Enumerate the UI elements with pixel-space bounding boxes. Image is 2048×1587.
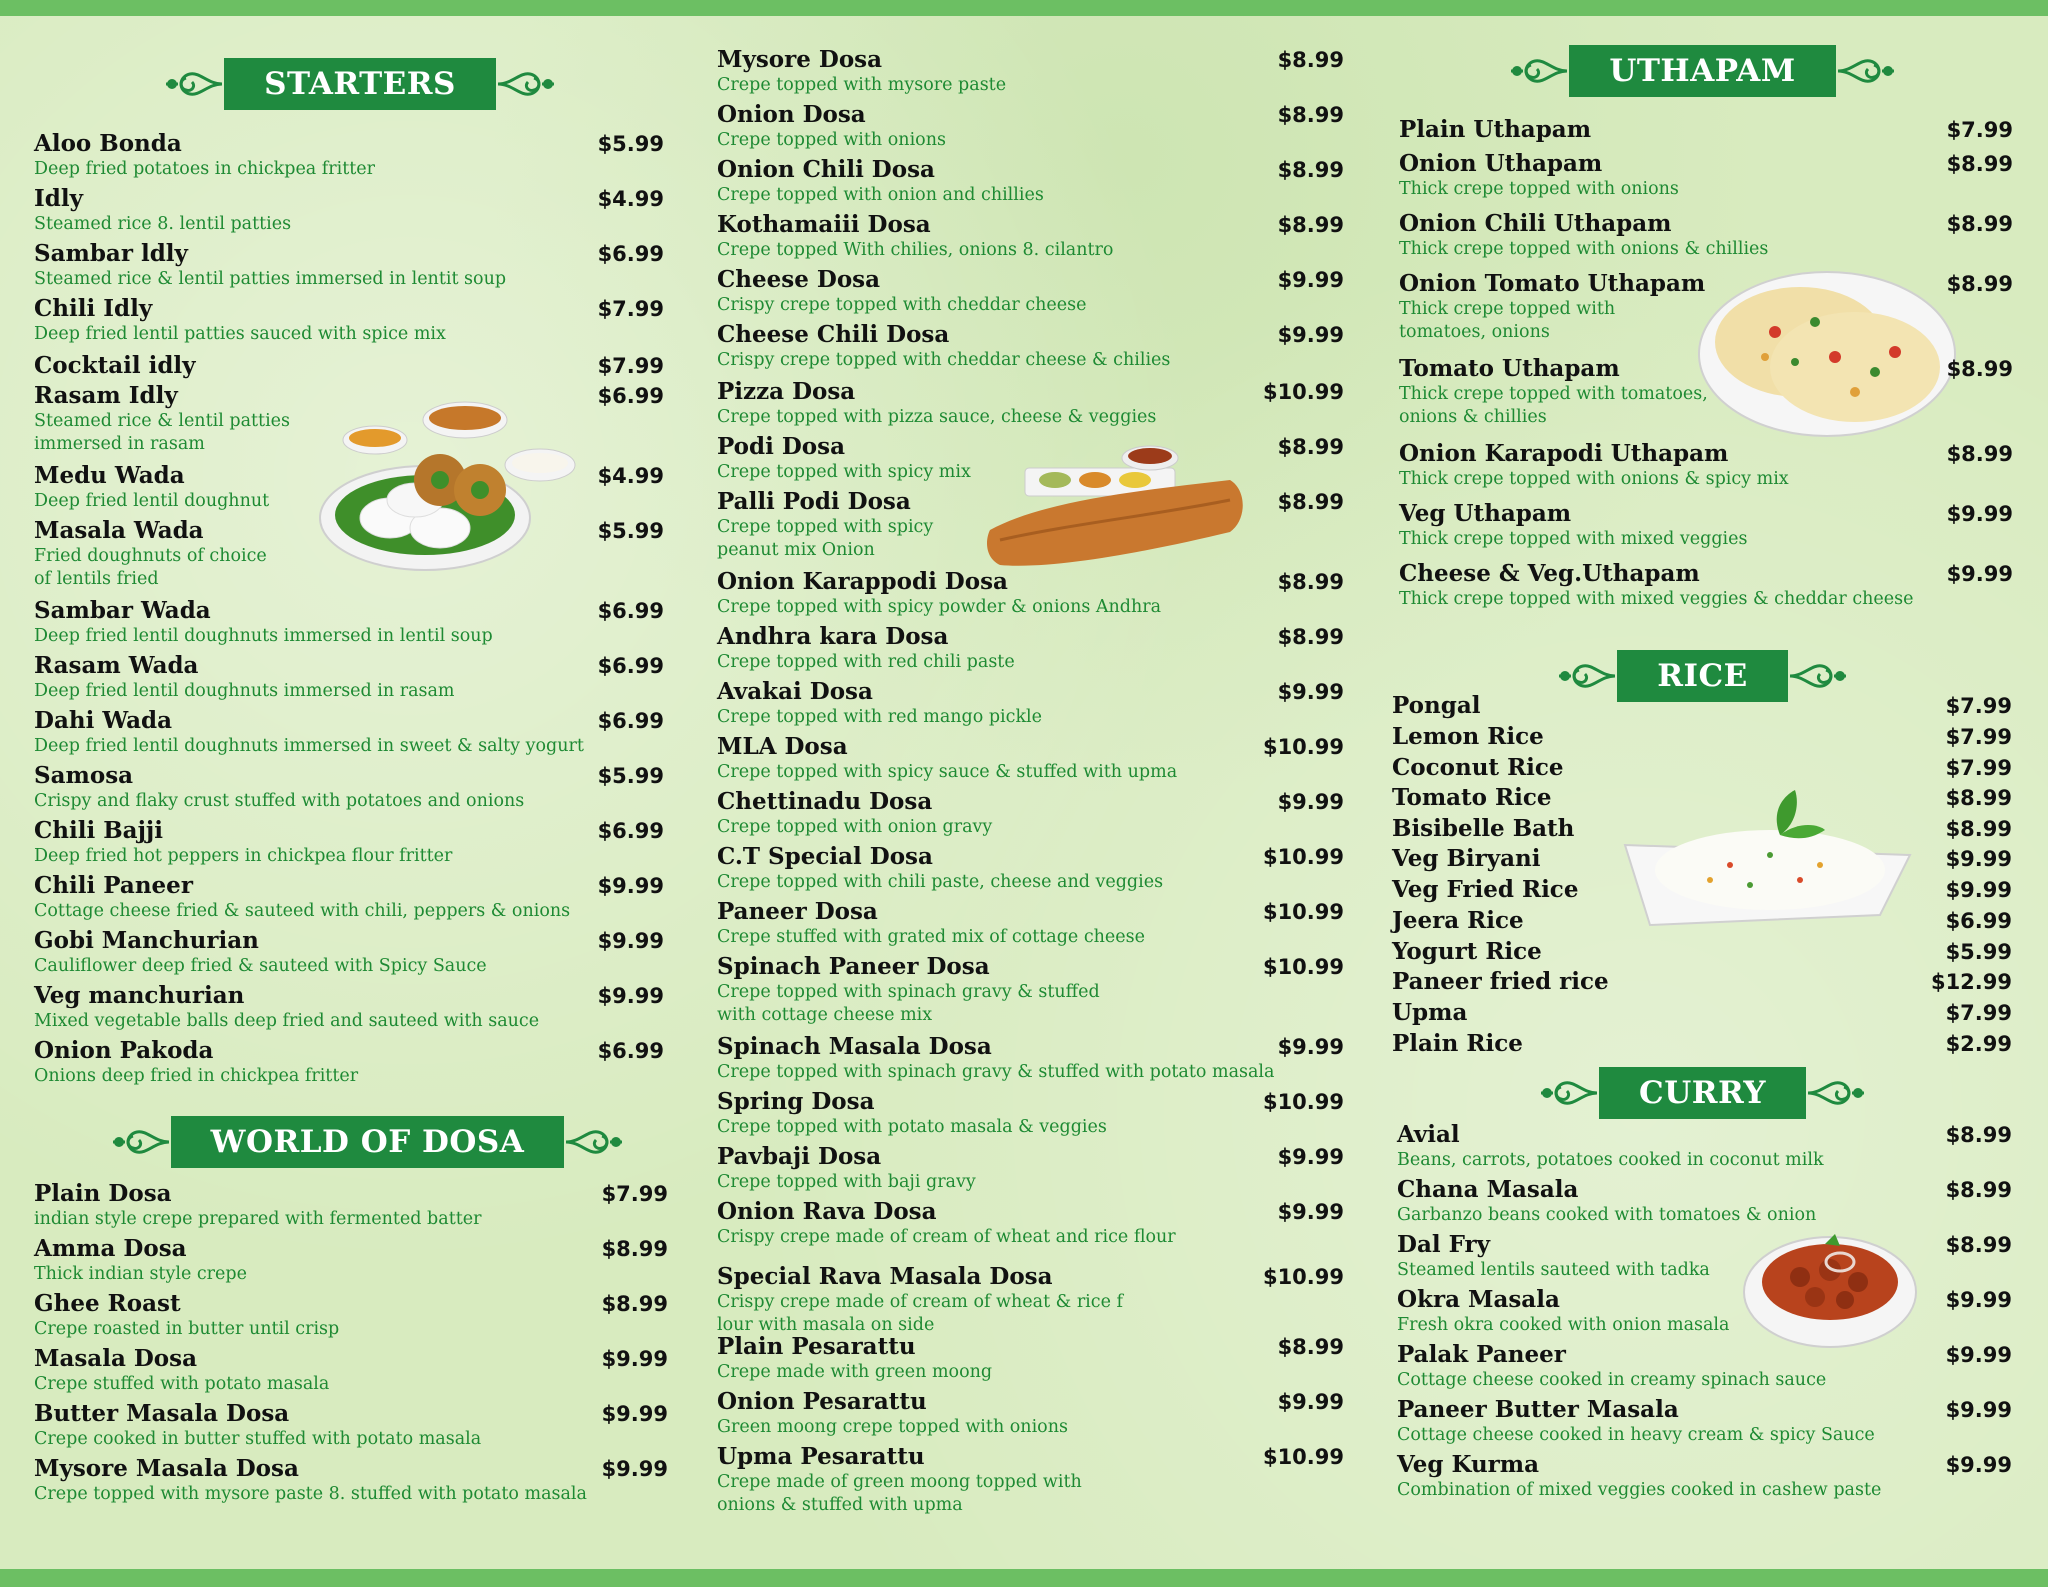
menu-item-price: $6.99 [597,1039,664,1063]
menu-item [34,1400,668,1460]
menu-item-description: Crispy crepe topped with cheddar cheese & chilies [717,350,1171,370]
dosa-header [165,1114,570,1170]
bottom-border [0,1569,2048,1587]
menu-item-name: MLA Dosa [717,733,848,760]
menu-item [34,817,664,877]
menu-item-price: $10.99 [1262,1090,1344,1114]
menu-item-price: $9.99 [597,929,664,953]
menu-item-price: $5.99 [597,132,664,156]
section-title: WORLD OF DOSA [171,1116,565,1168]
menu-item-price: $8.99 [1277,48,1344,72]
menu-item-description: Crispy crepe made of cream of wheat and rice flour [717,1227,1176,1247]
menu-item-price: $6.99 [597,709,664,733]
menu-item [717,488,1344,560]
menu-item [1399,150,2013,210]
section-title: UTHAPAM [1569,45,1835,97]
menu-item [1392,1030,2012,1090]
menu-item-price: $4.99 [597,187,664,211]
menu-item-price: $6.99 [1945,909,2012,933]
menu-item-price: $9.99 [1277,790,1344,814]
menu-item-price: $9.99 [1277,1035,1344,1059]
section-title: CURRY [1599,1067,1806,1119]
menu-item-name: Amma Dosa [34,1235,187,1262]
menu-item-price: $12.99 [1930,970,2012,994]
flourish-left-icon [164,62,224,106]
menu-item-name: Veg Uthapam [1399,500,1572,527]
menu-item-name: Onion Uthapam [1399,150,1603,177]
menu-item-price: $9.99 [1946,562,2013,586]
menu-item-price: $8.99 [1277,1335,1344,1359]
menu-item [717,568,1344,628]
menu-item-description: Steamed lentils sauteed with tadka [1397,1260,1710,1280]
menu-item [34,185,664,245]
menu-item-price: $8.99 [1945,786,2012,810]
menu-item-price: $5.99 [1945,940,2012,964]
menu-item-price: $10.99 [1262,900,1344,924]
menu-item-description: Steamed rice 8. lentil patties [34,214,292,234]
menu-item-name: Onion Karapodi Uthapam [1399,440,1729,467]
menu-item-name: Cheese Chili Dosa [717,321,950,348]
menu-item-name: Tomato Rice [1392,784,1552,811]
flourish-left-icon [111,1120,171,1164]
menu-item-description: Thick crepe topped with mixed veggies & cheddar cheese [1399,589,1914,609]
flourish-right-icon [496,62,556,106]
menu-item-name: Avial [1397,1121,1460,1148]
menu-item-price: $8.99 [601,1237,668,1261]
menu-item [717,1088,1344,1148]
menu-item-price: $6.99 [597,242,664,266]
menu-item [34,382,664,454]
menu-item-description: Crepe topped with baji gravy [717,1172,976,1192]
menu-item-description: Mixed vegetable balls deep fried and sauteed with sauce [34,1011,540,1031]
menu-item-price: $9.99 [1277,1145,1344,1169]
menu-item [1397,1286,2012,1346]
menu-item-name: Pongal [1392,692,1481,719]
menu-item-name: Chili Paneer [34,872,193,899]
menu-item [717,1443,1344,1515]
menu-item-price: $8.99 [1277,435,1344,459]
menu-item-description: Crepe roasted in butter until crisp [34,1319,340,1339]
menu-item-price: $8.99 [1277,103,1344,127]
menu-item [34,1345,668,1405]
menu-item-description: Thick crepe topped with onions [1399,179,1679,199]
menu-item-description: Thick crepe topped with tomatoes, onions & chillies [1399,384,1708,427]
menu-item-price: $6.99 [597,384,664,408]
menu-item-price: $9.99 [1945,1288,2012,1312]
menu-item-name: Dal Fry [1397,1231,1490,1258]
menu-item [717,788,1344,848]
menu-item-name: Bisibelle Bath [1392,815,1575,842]
menu-item-price: $8.99 [1945,817,2012,841]
menu-item-description: Thick crepe topped with mixed veggies [1399,529,1748,549]
menu-item-name: Paneer Butter Masala [1397,1396,1679,1423]
menu-item [717,623,1344,683]
menu-item-price: $9.99 [597,874,664,898]
menu-item-description: Crepe stuffed with potato masala [34,1374,330,1394]
menu-item-description: Thick indian style crepe [34,1264,247,1284]
menu-item-price: $9.99 [1277,680,1344,704]
menu-item-description: Crepe topped with onion and chillies [717,185,1044,205]
menu-item [717,1033,1344,1093]
menu-item-description: Crepe topped with spicy mix [717,462,971,482]
menu-item-description: Thick crepe topped with onions & chillies [1399,239,1769,259]
menu-item-name: Cocktail idly [34,352,196,379]
menu-item-name: Dahi Wada [34,707,173,734]
menu-item-price: $9.99 [601,1402,668,1426]
menu-item-description: Fresh okra cooked with onion masala [1397,1315,1730,1335]
menu-item-price: $7.99 [597,354,664,378]
menu-item-description: Crepe topped with chili paste, cheese and veggies [717,872,1164,892]
menu-item-name: Mysore Dosa [717,46,883,73]
menu-item-price: $8.99 [1277,625,1344,649]
menu-item-price: $9.99 [1945,847,2012,871]
menu-item-price: $8.99 [1946,357,2013,381]
menu-item [34,707,664,767]
menu-item-price: $2.99 [1945,1032,2012,1056]
menu-item-name: Paneer fried rice [1392,968,1609,995]
menu-item-description: Crepe topped with spinach gravy & stuffed with cottage cheese mix [717,982,1100,1025]
menu-item [717,1143,1344,1203]
menu-item [717,1388,1344,1448]
menu-item [34,982,664,1042]
menu-item-name: Jeera Rice [1392,907,1524,934]
menu-item [34,872,664,932]
section-title: RICE [1617,650,1788,702]
menu-item-name: Masala Dosa [34,1345,197,1372]
menu-item-name: Lemon Rice [1392,723,1544,750]
menu-item [717,678,1344,738]
flourish-left-icon [1509,49,1569,93]
menu-item-price: $7.99 [1946,118,2013,142]
menu-item [34,130,664,190]
menu-item-price: $9.99 [1277,1200,1344,1224]
menu-item [34,517,664,589]
menu-item-price: $6.99 [597,654,664,678]
menu-item-name: Pavbaji Dosa [717,1143,882,1170]
menu-item-description: Deep fried lentil doughnut [34,491,270,511]
menu-item-description: Crepe topped with mysore paste [717,75,1007,95]
menu-item-description: Crepe topped with mysore paste 8. stuffed with potato masala [34,1484,587,1504]
menu-item-price: $9.99 [1945,1398,2012,1422]
menu-item-price: $9.99 [1277,268,1344,292]
menu-item-name: Rasam Wada [34,652,199,679]
menu-item-name: Veg Biryani [1392,845,1541,872]
menu-item [717,898,1344,958]
menu-item-price: $4.99 [597,464,664,488]
menu-item-price: $7.99 [597,297,664,321]
menu-item-name: Coconut Rice [1392,754,1564,781]
menu-item-price: $6.99 [597,599,664,623]
menu-item-price: $8.99 [1277,570,1344,594]
menu-item-description: Thick crepe topped with tomatoes, onions [1399,299,1616,342]
menu-item-name: Aloo Bonda [34,130,182,157]
menu-item-price: $9.99 [601,1457,668,1481]
menu-item-price: $9.99 [1277,1390,1344,1414]
menu-item [1397,1396,2012,1456]
menu-item-name: Yogurt Rice [1392,938,1542,965]
menu-item-price: $9.99 [1946,502,2013,526]
menu-item-name: Andhra kara Dosa [717,623,949,650]
menu-item-description: Crepe topped with spicy powder & onions Andhra [717,597,1162,617]
menu-item-name: Plain Rice [1392,1030,1523,1057]
menu-item-description: Onions deep fried in chickpea fritter [34,1066,359,1086]
menu-item-name: Onion Tomato Uthapam [1399,270,1706,297]
menu-item-description: Deep fried lentil doughnuts immersed in lentil soup [34,626,493,646]
menu-item-name: Cheese Dosa [717,266,881,293]
starters-header [180,56,540,112]
menu-item [34,762,664,822]
menu-item-name: Samosa [34,762,134,789]
menu-item-price: $10.99 [1262,1265,1344,1289]
menu-item [34,295,664,355]
menu-item [717,101,1344,161]
menu-item-name: Onion Dosa [717,101,866,128]
menu-item-price: $6.99 [597,819,664,843]
menu-item [717,1263,1344,1335]
menu-item-description: Deep fried hot peppers in chickpea flour fritter [34,846,453,866]
menu-item-name: Kothamaiii Dosa [717,211,931,238]
menu-item [1399,560,2013,620]
menu-item-name: Cheese & Veg.Uthapam [1399,560,1700,587]
menu-item-price: $9.99 [1945,1343,2012,1367]
menu-item-name: Gobi Manchurian [34,927,259,954]
menu-item-description: Garbanzo beans cooked with tomatoes & onion [1397,1205,1817,1225]
menu-item [717,266,1344,326]
menu-item-name: Medu Wada [34,462,185,489]
menu-item-name: Chili Bajji [34,817,163,844]
menu-item-description: Crepe cooked in butter stuffed with potato masala [34,1429,482,1449]
menu-item-price: $10.99 [1262,955,1344,979]
menu-item-description: Deep fried lentil doughnuts immersed in sweet & salty yogurt [34,736,584,756]
section-title: STARTERS [224,58,496,110]
menu-item [1399,500,2013,560]
menu-item-name: Spinach Masala Dosa [717,1033,992,1060]
menu-item-name: Veg Fried Rice [1392,876,1579,903]
menu-item [34,1180,668,1240]
menu-item-price: $10.99 [1262,380,1344,404]
menu-item-price: $8.99 [1945,1233,2012,1257]
menu-item-name: Veg manchurian [34,982,245,1009]
menu-item-description: Steamed rice & lentil patties immersed in rasam [34,411,290,454]
menu-item [717,321,1344,381]
menu-item-price: $10.99 [1262,1445,1344,1469]
menu-item [1397,1451,2012,1511]
menu-item-name: Podi Dosa [717,433,845,460]
menu-item-description: Crepe topped with red chili paste [717,652,1015,672]
menu-item [717,733,1344,793]
top-border [0,0,2048,16]
menu-item-description: indian style crepe prepared with fermented batter [34,1209,482,1229]
menu-item-description: Crepe topped with spicy peanut mix Onion [717,517,934,560]
menu-item-description: Green moong crepe topped with onions [717,1417,1068,1437]
menu-item [717,433,1344,493]
menu-item-name: Okra Masala [1397,1286,1560,1313]
menu-item-name: Onion Pakoda [34,1037,214,1064]
menu-item-price: $10.99 [1262,735,1344,759]
menu-item-description: Crepe made with green moong [717,1362,993,1382]
menu-item-description: Combination of mixed veggies cooked in cashew paste [1397,1480,1882,1500]
menu-item-description: Crispy and flaky crust stuffed with potatoes and onions [34,791,525,811]
menu-item [717,1333,1344,1393]
menu-item-price: $7.99 [601,1182,668,1206]
menu-item-description: Crispy crepe made of cream of wheat & rice f lour with masala on side [717,1292,1123,1335]
menu-item [717,46,1344,106]
menu-item-name: Plain Uthapam [1399,116,1592,143]
menu-item-name: Masala Wada [34,517,204,544]
menu-item [717,953,1344,1025]
menu-item-name: Tomato Uthapam [1399,355,1620,382]
menu-item-price: $8.99 [1277,490,1344,514]
menu-item-price: $8.99 [1945,1178,2012,1202]
menu-item-price: $7.99 [1945,1001,2012,1025]
menu-item-description: Fried doughnuts of choice of lentils fried [34,546,267,589]
menu-item-name: Idly [34,185,83,212]
menu-item [717,1198,1344,1258]
menu-item [1397,1121,2012,1181]
menu-item [34,1290,668,1350]
menu-item [34,1037,664,1097]
menu-item-price: $9.99 [597,984,664,1008]
menu-item-description: Thick crepe topped with onions & spicy mix [1399,469,1789,489]
menu-item-name: Onion Karappodi Dosa [717,568,1008,595]
menu-item [34,927,664,987]
flourish-right-icon [1836,49,1896,93]
menu-item [1399,270,2013,342]
menu-item-price: $5.99 [597,519,664,543]
flourish-right-icon [564,1120,624,1164]
menu-item [34,240,664,300]
menu-item-description: Cottage cheese cooked in creamy spinach sauce [1397,1370,1827,1390]
menu-item-description: Crepe topped with red mango pickle [717,707,1043,727]
menu-item-name: Chili Idly [34,295,153,322]
menu-item-price: $8.99 [1277,158,1344,182]
menu-item-price: $9.99 [601,1347,668,1371]
menu-item-price: $9.99 [1277,323,1344,347]
menu-item-price: $8.99 [1946,442,2013,466]
menu-item-name: Avakai Dosa [717,678,873,705]
menu-item-name: Upma Pesarattu [717,1443,925,1470]
menu-item-description: Deep fried lentil patties sauced with spice mix [34,324,446,344]
menu-item-price: $7.99 [1945,756,2012,780]
menu-item [1399,210,2013,270]
menu-item-price: $9.99 [1945,878,2012,902]
menu-item-description: Deep fried potatoes in chickpea fritter [34,159,376,179]
menu-item-description: Crepe topped with onions [717,130,946,150]
menu-item-name: Upma [1392,999,1468,1026]
menu-item [1397,1176,2012,1236]
menu-item-name: Onion Chili Uthapam [1399,210,1672,237]
menu-item-description: Crepe topped with pizza sauce, cheese & veggies [717,407,1157,427]
menu-item [1397,1341,2012,1401]
menu-item-name: Paneer Dosa [717,898,878,925]
menu-item-description: Deep fried lentil doughnuts immersed in rasam [34,681,455,701]
menu-item [1399,440,2013,500]
menu-item-description: Crepe topped with potato masala & veggies [717,1117,1107,1137]
menu-item [717,843,1344,903]
menu-item-name: Onion Chili Dosa [717,156,935,183]
uthapam-header [1495,43,1910,99]
menu-item-name: Palak Paneer [1397,1341,1566,1368]
menu-item-price: $8.99 [1946,272,2013,296]
menu-item [717,156,1344,216]
menu-item-name: Sambar ldly [34,240,188,267]
menu-item [34,597,664,657]
menu-item-price: $8.99 [601,1292,668,1316]
menu-item-name: Plain Pesarattu [717,1333,916,1360]
menu-item [1399,355,2013,427]
menu-item-price: $7.99 [1945,694,2012,718]
menu-item [34,1235,668,1295]
menu-item-name: Ghee Roast [34,1290,181,1317]
menu-item-description: Crepe stuffed with grated mix of cottage cheese [717,927,1145,947]
menu-item-name: C.T Special Dosa [717,843,933,870]
menu-item [34,1455,668,1515]
menu-item-description: Crepe topped with spinach gravy & stuffed with potato masala [717,1062,1275,1082]
menu-item-price: $8.99 [1946,212,2013,236]
menu-item-description: Crepe made of green moong topped with onions & stuffed with upma [717,1472,1082,1515]
menu-item-name: Palli Podi Dosa [717,488,911,515]
menu-item-description: Crepe topped With chilies, onions 8. cilantro [717,240,1114,260]
menu-item-name: Pizza Dosa [717,378,856,405]
menu-item-price: $10.99 [1262,845,1344,869]
menu-item-description: Steamed rice & lentil patties immersed in lentit soup [34,269,507,289]
menu-item-description: Cauliflower deep fried & sauteed with Spicy Sauce [34,956,487,976]
menu-item-name: Mysore Masala Dosa [34,1455,299,1482]
menu-item [34,462,664,522]
menu-item-price: $5.99 [597,764,664,788]
menu-item-price: $7.99 [1945,725,2012,749]
menu-item-description: Crepe topped with spicy sauce & stuffed with upma [717,762,1178,782]
menu-item-description: Crepe topped with onion gravy [717,817,993,837]
menu-item-description: Cottage cheese fried & sauteed with chili, peppers & onions [34,901,571,921]
menu-item-name: Onion Pesarattu [717,1388,927,1415]
menu-item-price: $8.99 [1946,152,2013,176]
menu-item-name: Spring Dosa [717,1088,875,1115]
menu-item-name: Rasam Idly [34,382,178,409]
menu-item [1397,1231,2012,1291]
menu-item-name: Spinach Paneer Dosa [717,953,990,980]
menu-item [717,378,1344,438]
menu-item-name: Chana Masala [1397,1176,1579,1203]
menu-item [717,211,1344,271]
menu-item-description: Crispy crepe topped with cheddar cheese [717,295,1087,315]
menu-item-price: $8.99 [1277,213,1344,237]
menu-item-name: Veg Kurma [1397,1451,1540,1478]
menu-item-name: Plain Dosa [34,1180,172,1207]
menu-item-name: Sambar Wada [34,597,211,624]
menu-item-name: Special Rava Masala Dosa [717,1263,1053,1290]
menu-item-price: $9.99 [1945,1453,2012,1477]
menu-item-description: Beans, carrots, potatoes cooked in coconut milk [1397,1150,1824,1170]
menu-item-name: Onion Rava Dosa [717,1198,937,1225]
menu-item-name: Butter Masala Dosa [34,1400,290,1427]
menu-item-name: Chettinadu Dosa [717,788,933,815]
menu-item [34,652,664,712]
menu-item-price: $8.99 [1945,1123,2012,1147]
menu-item-description: Cottage cheese cooked in heavy cream & spicy Sauce [1397,1425,1875,1445]
